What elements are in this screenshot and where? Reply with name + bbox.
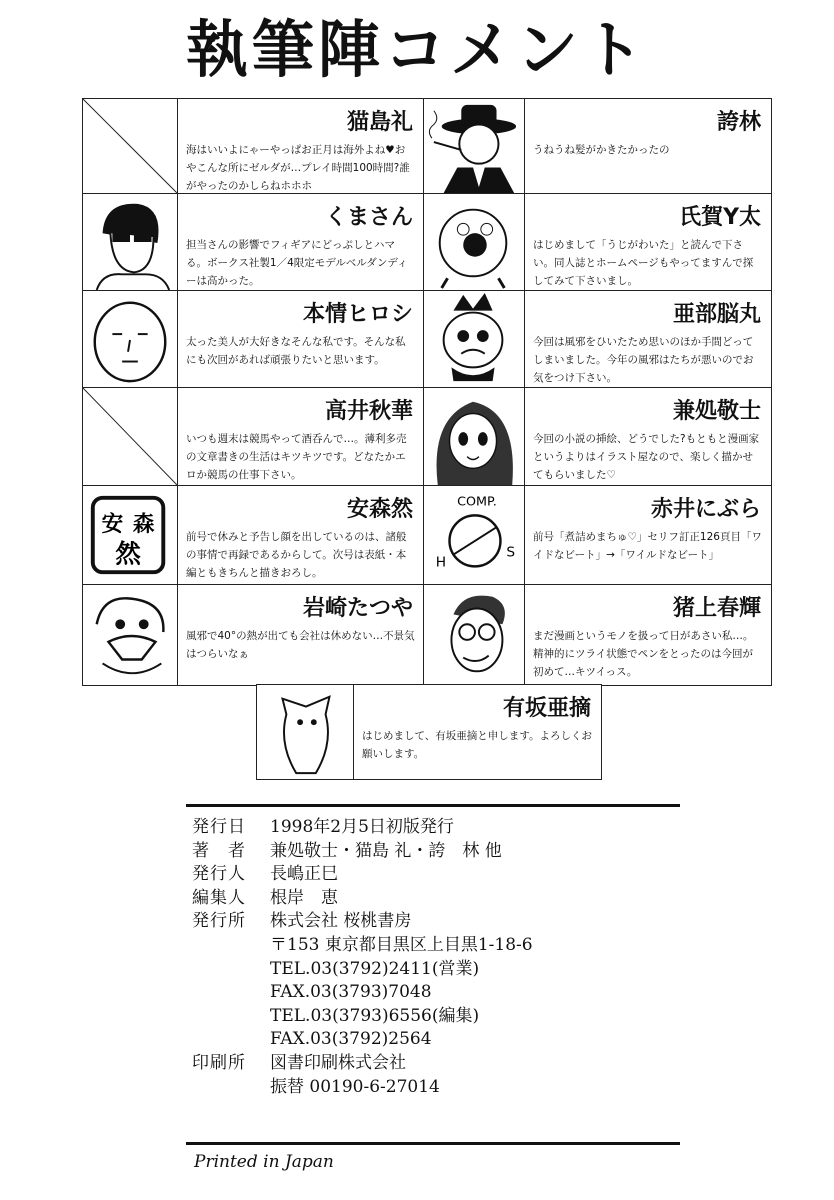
- colophon-value: TEL.03(3793)6556(編集): [270, 1005, 480, 1026]
- colophon-value: 1998年2月5日初版発行: [270, 817, 454, 837]
- colophon-label: 著 者: [192, 840, 246, 861]
- printed-in-label: Printed in Japan: [194, 1152, 334, 1172]
- colophon-bottom-rule: [186, 1142, 680, 1145]
- author-name: くまさん: [324, 205, 413, 230]
- author-name: 本情ヒロシ: [302, 302, 413, 327]
- author-name: 安森然: [346, 497, 413, 522]
- colophon-row: [192, 887, 672, 911]
- portrait-sunglasses-man: [82, 193, 178, 291]
- colophon-label: [192, 981, 270, 1005]
- author-comment: うねうね髪がかきたかったの: [533, 144, 670, 156]
- colophon-value: 根岸 恵: [270, 887, 338, 908]
- comment-cell-iwasaki: [177, 584, 424, 686]
- comment-cell-kanedokoro: [524, 387, 772, 486]
- author-comment: はじめまして「うじがわいた」と読んで下さい。同人誌とホームページもやってますんで探してみて下さいまし。: [533, 239, 754, 287]
- colophon-value: 株式会社 桜桃書房: [270, 911, 412, 932]
- portrait-duck-bill: [82, 584, 178, 686]
- blank-portrait-cell: [82, 387, 178, 486]
- colophon-top-rule: [186, 804, 680, 807]
- colophon-value: FAX.03(3792)2564: [270, 1029, 432, 1050]
- colophon-value: TEL.03(3792)2411(営業): [270, 958, 480, 979]
- colophon-label: 発行日: [192, 817, 246, 837]
- author-comment: 風邪で40°の熱が出ても会社は休めない…不景気はつらいなぁ: [186, 630, 415, 660]
- author-comment: 前号で休みと予告し顔を出しているのは、諸般の事情で再録であるからして。次号は表紙・本編ともきちんと描きおろし。: [186, 531, 407, 579]
- comment-cell-honjo: [177, 290, 424, 388]
- author-name: 猫島礼: [346, 110, 413, 135]
- colophon-row: [192, 981, 672, 1005]
- comment-cell-arisaka: [353, 684, 602, 780]
- colophon-row: [192, 958, 672, 982]
- author-name: 氏賀Y太: [679, 205, 761, 230]
- author-name: 誇林: [716, 110, 761, 135]
- portrait-hat-man: [423, 98, 525, 194]
- comment-cell-inoue: [524, 584, 772, 686]
- author-comment: 今回の小説の挿絵、どうでした?もともと漫画家というよりはイラスト屋なので、楽しく描かせてもらいました♡: [533, 433, 760, 481]
- comment-cell-abe: [524, 290, 772, 388]
- author-comment: 前号「煮詰めまちゅ♡」セリフ訂正126頁目「ワイドなビート」→「ワイルドなビート」: [533, 531, 762, 561]
- colophon-row: [192, 1076, 672, 1100]
- comment-cell-akai: [524, 485, 772, 585]
- colophon-label: [192, 1076, 270, 1100]
- colophon-label: 発行所: [192, 911, 246, 932]
- comment-cell-kumasan: [177, 193, 424, 291]
- colophon-value: 振替 00190-6-27014: [270, 1076, 440, 1097]
- colophon-value: 〒153 東京都目黒区上目黒1-18-6: [270, 934, 533, 955]
- stamp-char: 森: [132, 512, 155, 538]
- portrait-glasses-man: [423, 584, 525, 686]
- stamp-char: 安: [101, 512, 124, 538]
- author-comment: はじめまして、有坂亜摘と申します。よろしくお願いします。: [362, 730, 592, 760]
- portrait-girl: [423, 387, 525, 486]
- colophon-value: 兼処敬士・猫島 礼・誇 林 他: [270, 840, 502, 861]
- author-name: 赤井にぶら: [650, 497, 761, 522]
- colophon-row: [192, 934, 672, 958]
- author-comment: いつも週末は競馬やって酒呑んで…。薄利多売の文章書きの生活はキツキツです。どなたかエロか競馬の仕事下さい。: [186, 433, 407, 481]
- comment-cell-ujiga: [524, 193, 772, 291]
- colophon-row: [192, 863, 672, 887]
- colophon-label: 印刷所: [192, 1052, 246, 1073]
- comment-cell-nekojima: [177, 98, 424, 194]
- portrait-ball-creature: [423, 193, 525, 291]
- author-name: 高井秋華: [324, 399, 413, 424]
- comp-h-label: H: [435, 554, 447, 571]
- portrait-egg-creature: [423, 290, 525, 388]
- colophon: [192, 816, 672, 1099]
- colophon-row: [192, 910, 672, 934]
- blank-portrait-cell: [82, 98, 178, 194]
- colophon-value: 図書印刷株式会社: [270, 1052, 406, 1073]
- comp-icon: [423, 485, 525, 585]
- comment-cell-yasumori: [177, 485, 424, 585]
- comp-s-label: S: [506, 544, 516, 561]
- author-name: 亜部脳丸: [672, 302, 761, 327]
- author-name: 岩崎たつや: [302, 596, 413, 621]
- colophon-label: [192, 958, 270, 982]
- page-title: 執筆陣コメント: [185, 13, 648, 86]
- comp-label: COMP.: [457, 494, 497, 510]
- comment-cell-takai: [177, 387, 424, 486]
- colophon-label: 編集人: [192, 887, 246, 908]
- colophon-row: [192, 1028, 672, 1052]
- author-name: 兼処敬士: [672, 399, 761, 424]
- author-comment: 今回は風邪をひいたため思いのほか手間どってしまいました。今年の風邪はたちが悪いのでお気をつけ下さい。: [533, 336, 754, 384]
- colophon-label: 発行人: [192, 864, 246, 885]
- portrait-bird: [256, 684, 354, 780]
- colophon-value: 長嶋正巳: [270, 864, 338, 885]
- colophon-label: [192, 1028, 270, 1052]
- author-comment: 太った美人が大好きなそんな私です。そんな私にも次回があれば頑張りたいと思います。: [186, 336, 406, 366]
- author-comment: 担当さんの影響でフィギアにどっぷしとハマる。ボークス社製1／4限定モデルベルダンディーは高かった。: [186, 239, 408, 287]
- author-comment: 海はいいよにゃーやっぱお正月は海外よね♥おやこんな所にゼルダが…プレイ時間100時間?誰がやったのかしらねホホホ: [186, 144, 410, 192]
- colophon-row: [192, 816, 672, 840]
- author-comment: まだ漫画というモノを扱って日があさい私…。精神的にツライ状態でペンをとったのは今回が初めて…キツイっス。: [533, 630, 754, 678]
- author-name: 有坂亜摘: [502, 696, 591, 721]
- colophon-row: [192, 840, 672, 864]
- colophon-row: [192, 1052, 672, 1076]
- colophon-row: [192, 1005, 672, 1029]
- portrait-round-face: [82, 290, 178, 388]
- stamp-yasumori: [82, 485, 178, 585]
- colophon-value: FAX.03(3793)7048: [270, 982, 432, 1003]
- comment-cell-korin: [524, 98, 772, 194]
- colophon-label: [192, 1005, 270, 1029]
- author-name: 猪上春輝: [672, 596, 761, 621]
- colophon-label: [192, 934, 270, 958]
- stamp-char: 然: [115, 539, 141, 570]
